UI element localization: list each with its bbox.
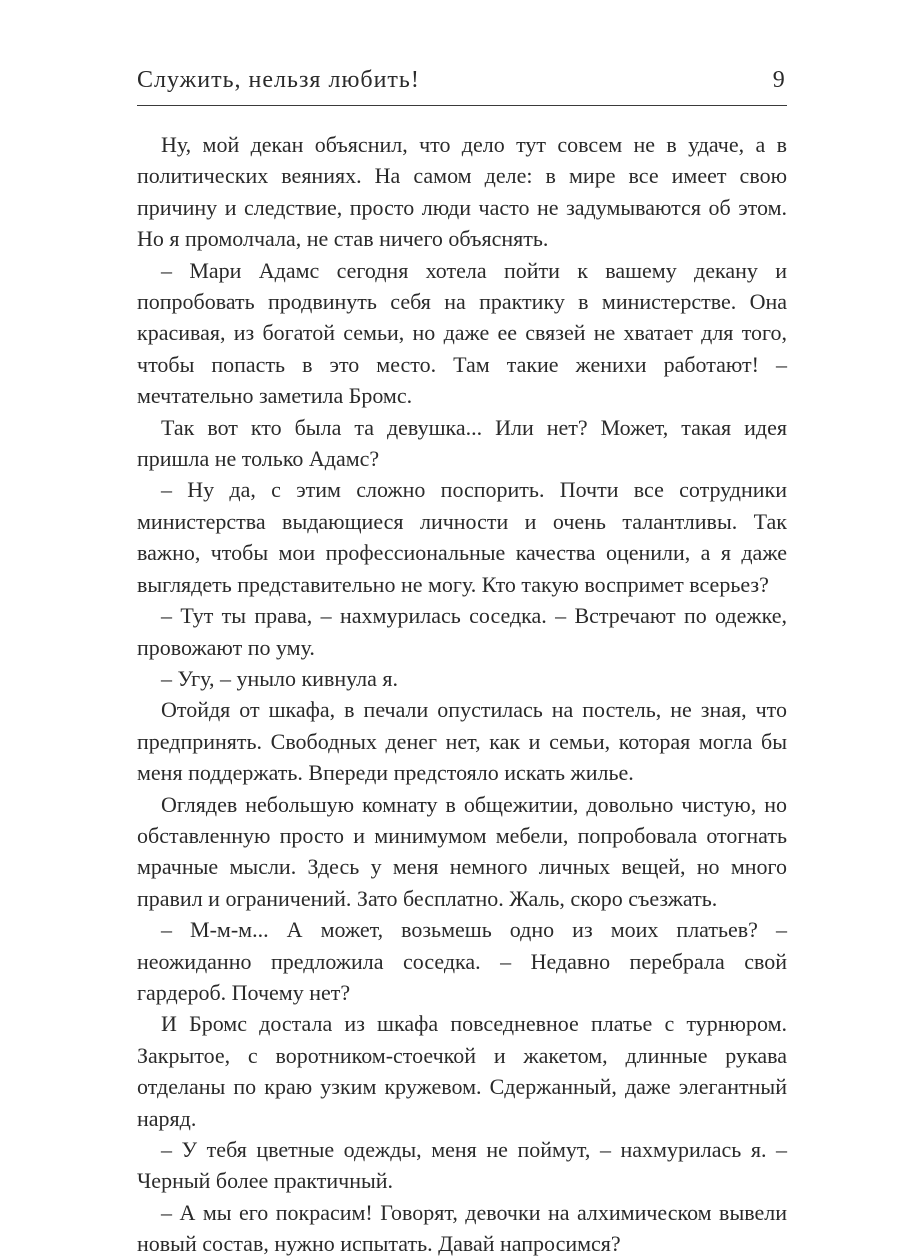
running-title: Служить, нельзя любить! bbox=[137, 67, 420, 93]
page-number: 9 bbox=[772, 67, 785, 93]
paragraph: – У тебя цветные одежды, меня не поймут, – нахмурилась я. – Черный более практичный. bbox=[137, 1137, 787, 1194]
paragraph: – А мы его покрасим! Говорят, девочки на алхимическом вывели новый состав, нужно испытать. Давай напросимся? bbox=[137, 1199, 787, 1257]
paragraph: Отойдя от шкафа, в печали опустилась на постель, не зная, что предпринять. Свободных денег нет, как и семьи, которая могла бы меня поддержать. Впереди предстояло искать жилье. bbox=[137, 697, 787, 786]
paragraph: – Тут ты права, – нахмурилась соседка. – Встречают по одежке, провожают по уму. bbox=[137, 603, 787, 660]
paragraph: – Ну да, с этим сложно поспорить. Почти все сотрудники министерства выдающиеся личности и очень талантливы. Так важно, чтобы мои профессиональные качества оценили, а я даже выглядеть представительно не могу. Кто такую воспримет всерьез? bbox=[137, 477, 787, 597]
text-body bbox=[137, 129, 787, 1260]
paragraph: Оглядев небольшую комнату в общежитии, довольно чистую, но обставленную просто и минимумом мебели, попробовала отогнать мрачные мысли. Здесь у меня немного личных вещей, но много правил и ограничений. Зато бесплатно. Жаль, скоро съезжать. bbox=[137, 791, 787, 911]
paragraph: И Бромс достала из шкафа повседневное платье с турнюром. Закрытое, с воротником-стоечкой и жакетом, длинные рукава отделаны по краю узким кружевом. Сдержанный, даже элегантный наряд. bbox=[137, 1011, 787, 1131]
paragraph: Ну, мой декан объяснил, что дело тут совсем не в удаче, а в политических веяниях. На самом деле: в мире все имеет свою причину и следствие, просто люди часто не задумываются об этом. Но я промолчала, не став ничего объяснять. bbox=[137, 132, 787, 252]
header-rule bbox=[137, 105, 787, 106]
running-head bbox=[137, 64, 787, 96]
paragraph: Так вот кто была та девушка... Или нет? Может, такая идея пришла не только Адамс? bbox=[137, 414, 787, 472]
paragraph: – М-м-м... А может, возьмешь одно из моих платьев? – неожиданно предложила соседка. – Недавно перебрала свой гардероб. Почему нет? bbox=[137, 917, 787, 1005]
paragraph: – Мари Адамс сегодня хотела пойти к вашему декану и попробовать продвинуть себя на практику в министерстве. Она красивая, из богатой семьи, но даже ее связей не хватает для того, чтобы попасть в это место. Там такие женихи работают! – мечтательно заметила Бромс. bbox=[137, 257, 787, 409]
paragraph: – Угу, – уныло кивнула я. bbox=[161, 665, 399, 691]
